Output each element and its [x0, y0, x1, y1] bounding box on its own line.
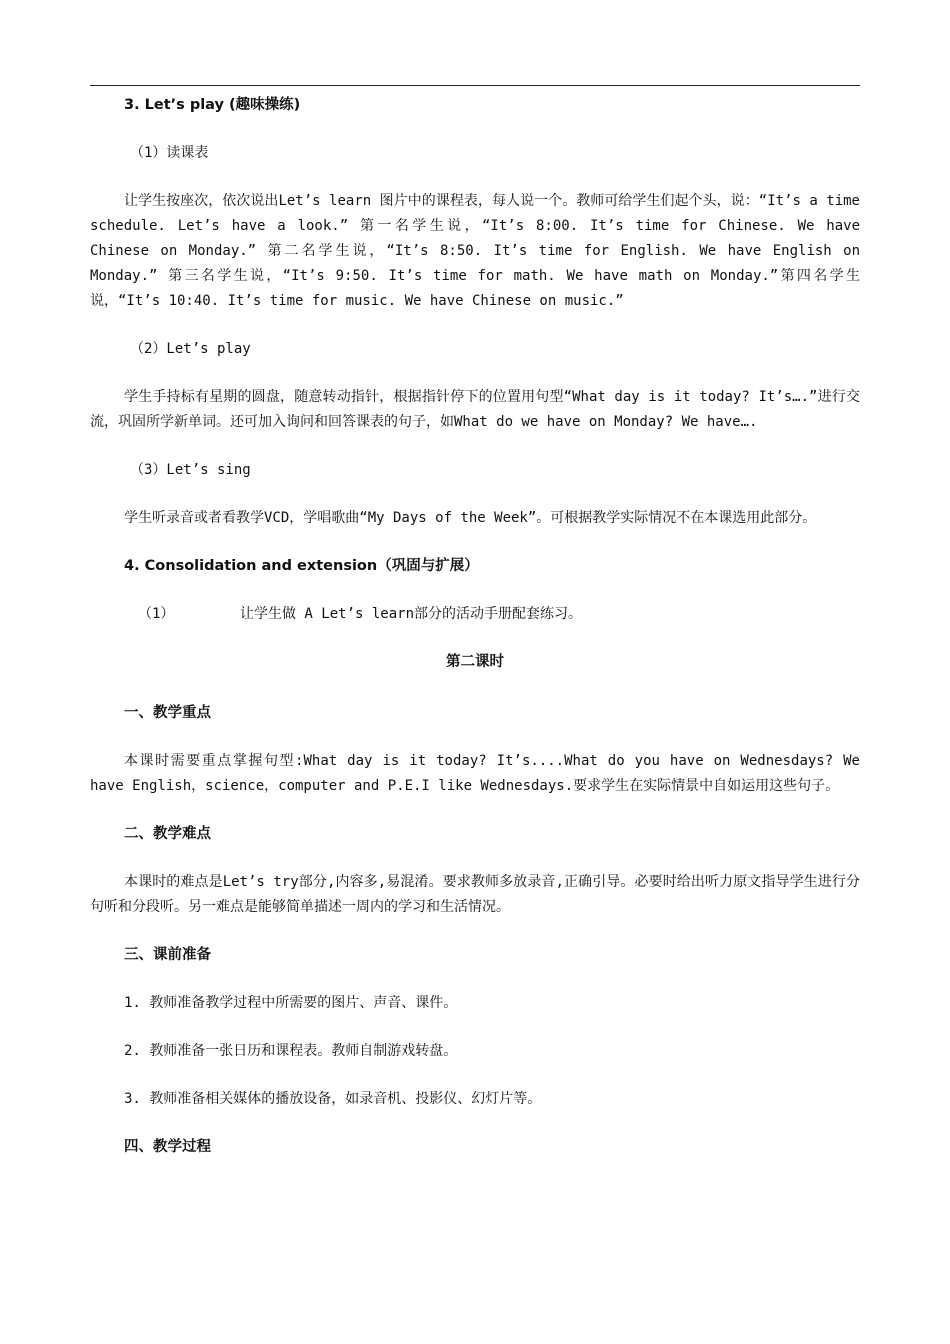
- section-heading-consolidation: 4. Consolidation and extension（巩固与扩展）: [124, 558, 479, 574]
- document-page: [90, 93, 860, 1160]
- heading-teaching-difficulty: 二、教学难点: [124, 826, 211, 842]
- consolidation-item-text: 让学生做 A Let’s learn部分的活动手册配套练习。: [240, 606, 583, 622]
- paragraph-read-schedule: 让学生按座次，依次说出Let’s learn 图片中的课程表，每人说一个。教师可给学生们起个头，说：“It’s a time schedule. Let’s have a look.” 第一名学生说，“It’s 8:00. It’s time for Chinese. We have Chinese on Monday.” 第二名学生说，“It’s 8:50. It’s time for English. We have English on Monday.” 第三名学生说，“It’s 9:50. It’s time for math. We have math on Monday.”第四名学生说，“It’s 10:40. It’s time for music. We have Chinese on music.”: [90, 193, 860, 309]
- subheading-lets-play: （2）Let’s play: [130, 341, 251, 357]
- paragraph-teaching-focus: 本课时需要重点掌握句型:What day is it today? It’s....What do you have on Wednesdays? We have English，science，computer and P.E.I like Wednesdays.要求学生在实际情景中自如运用这些句子。: [90, 753, 860, 794]
- lesson-title: 第二课时: [446, 654, 504, 670]
- paragraph-teaching-difficulty: 本课时的难点是Let’s try部分,内容多,易混淆。要求教师多放录音,正确引导。必要时给出听力原文指导学生进行分句听和分段听。另一难点是能够简单描述一周内的学习和生活情况。: [90, 874, 860, 915]
- section-heading-lets-play: 3. Let’s play (趣味操练): [124, 97, 301, 113]
- heading-preparation: 三、课前准备: [124, 947, 211, 963]
- heading-teaching-focus: 一、教学重点: [124, 705, 211, 721]
- header-rule: [90, 85, 860, 86]
- subheading-lets-sing: （3）Let’s sing: [130, 462, 251, 478]
- consolidation-item: [90, 602, 860, 627]
- prep-item: 1. 教师准备教学过程中所需要的图片、声音、课件。: [124, 995, 458, 1011]
- subheading-read-schedule: （1）读课表: [130, 145, 209, 161]
- prep-item: 2. 教师准备一张日历和课程表。教师自制游戏转盘。: [124, 1043, 458, 1059]
- paragraph-lets-sing: 学生听录音或者看教学VCD，学唱歌曲“My Days of the Week”。可根据教学实际情况不在本课选用此部分。: [124, 510, 817, 526]
- consolidation-item-number: （1）: [138, 606, 175, 622]
- paragraph-lets-play: 学生手持标有星期的圆盘，随意转动指针，根据指针停下的位置用句型“What day is it today? It’s….”进行交流，巩固所学新单词。还可加入询问和回答课表的句子，如What do we have on Monday? We have….: [90, 389, 860, 430]
- heading-teaching-process: 四、教学过程: [124, 1139, 211, 1155]
- prep-item: 3. 教师准备相关媒体的播放设备，如录音机、投影仪、幻灯片等。: [124, 1091, 542, 1107]
